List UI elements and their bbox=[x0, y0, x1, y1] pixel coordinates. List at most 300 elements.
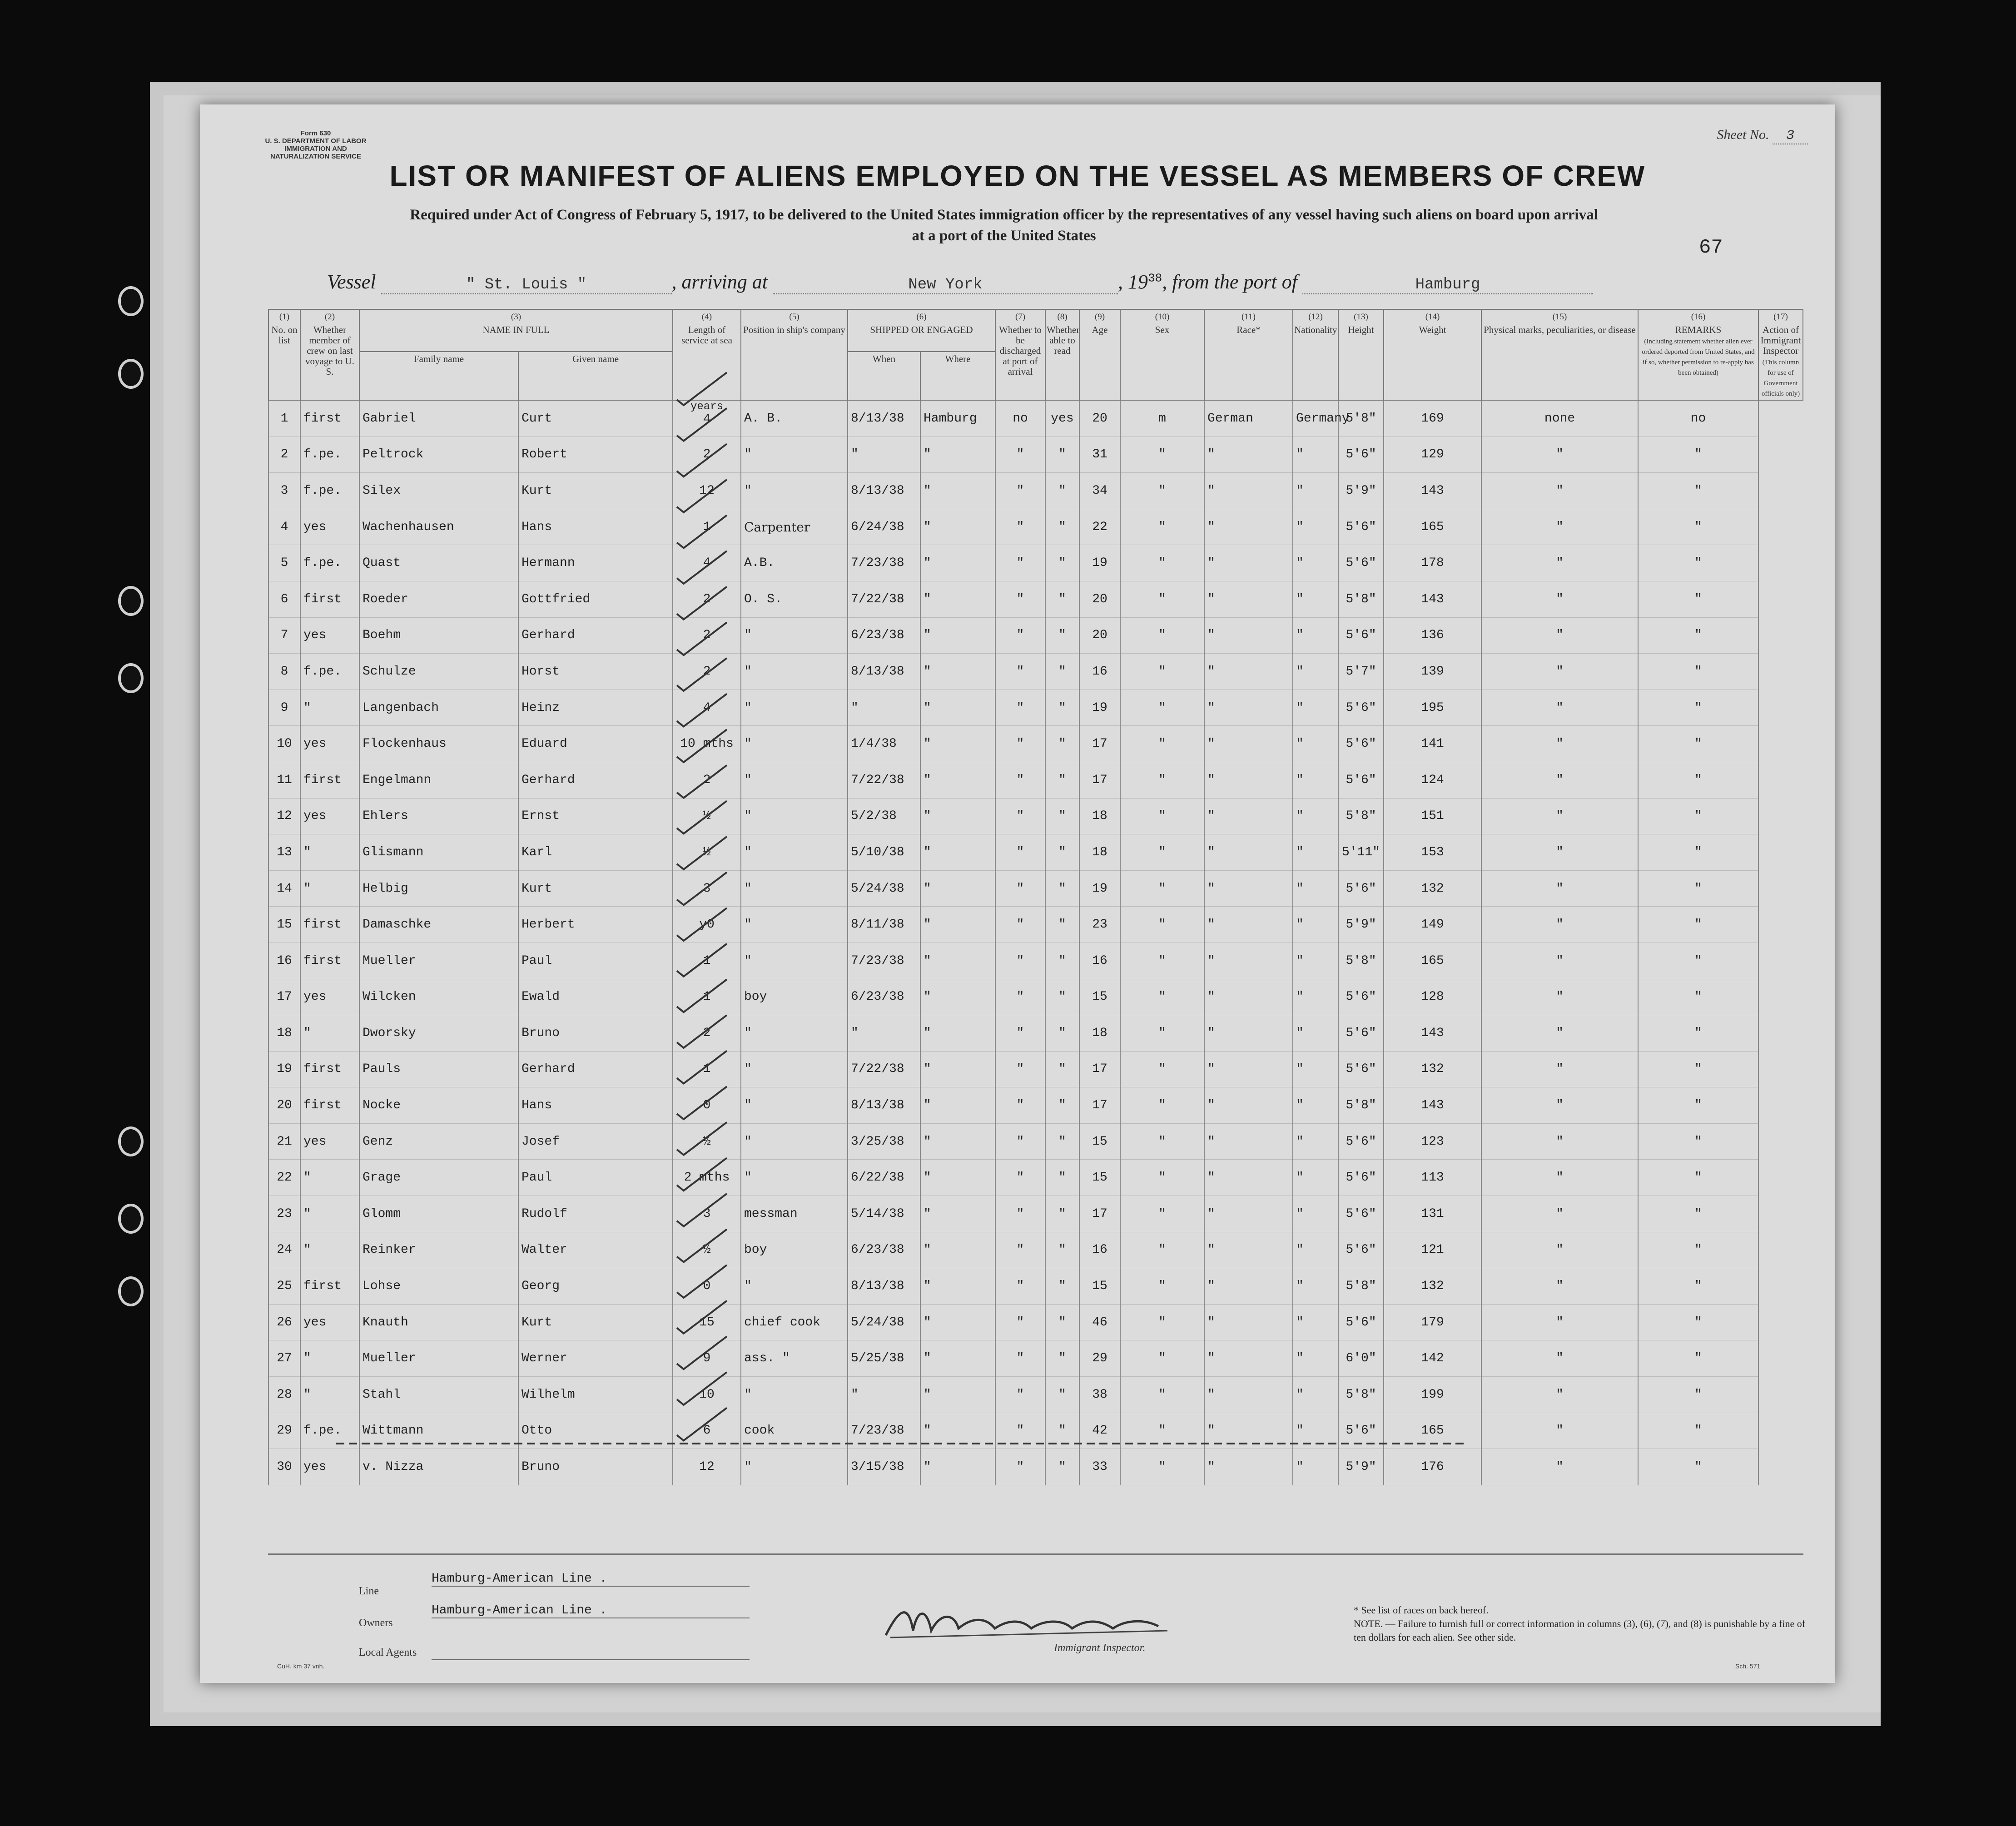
cell-age: 15 bbox=[1079, 1268, 1120, 1305]
cell-discharged: " bbox=[995, 654, 1045, 690]
cell-position: cook bbox=[741, 1413, 848, 1449]
cell-age: 17 bbox=[1079, 1051, 1120, 1087]
table-row bbox=[268, 545, 1803, 581]
cell-nationality: " bbox=[1293, 690, 1338, 726]
owners-value: Hamburg-American Line . bbox=[432, 1603, 750, 1618]
cell-position: " bbox=[741, 1160, 848, 1196]
cell-family: Langenbach bbox=[359, 690, 518, 726]
cell-marks: " bbox=[1481, 1196, 1638, 1232]
cell-family: Helbig bbox=[359, 870, 518, 907]
row-number: 17 bbox=[268, 979, 300, 1015]
cell-race: " bbox=[1204, 1196, 1293, 1232]
cell-race: " bbox=[1204, 654, 1293, 690]
cell-race: " bbox=[1204, 726, 1293, 762]
cell-marks: " bbox=[1481, 907, 1638, 943]
cell-remarks: " bbox=[1638, 617, 1758, 654]
cell-read: " bbox=[1045, 726, 1079, 762]
cell-remarks: " bbox=[1638, 1232, 1758, 1268]
inspector-signature bbox=[881, 1599, 1177, 1644]
cell-when: " bbox=[848, 437, 920, 473]
cell-read: " bbox=[1045, 834, 1079, 871]
cell-sex: " bbox=[1120, 437, 1204, 473]
cell-service: 2 bbox=[673, 654, 741, 690]
cell-prev: f.pe. bbox=[300, 1413, 359, 1449]
cell-nationality: " bbox=[1293, 581, 1338, 617]
cell-given: Kurt bbox=[518, 1304, 673, 1340]
cell-prev: f.pe. bbox=[300, 473, 359, 509]
cell-remarks: " bbox=[1638, 1087, 1758, 1124]
cell-remarks: " bbox=[1638, 509, 1758, 545]
cell-sex: " bbox=[1120, 834, 1204, 871]
row-number: 20 bbox=[268, 1087, 300, 1124]
cell-height: 5'6" bbox=[1338, 509, 1384, 545]
cell-given: Hans bbox=[518, 1087, 673, 1124]
cell-height: 5'6" bbox=[1338, 1160, 1384, 1196]
cell-given: Josef bbox=[518, 1123, 673, 1160]
cell-race: " bbox=[1204, 1232, 1293, 1268]
cell-sex: " bbox=[1120, 545, 1204, 581]
cell-race: " bbox=[1204, 1015, 1293, 1052]
cell-where: " bbox=[920, 1340, 995, 1377]
cell-marks: " bbox=[1481, 798, 1638, 834]
cell-race: " bbox=[1204, 1268, 1293, 1305]
cell-where: " bbox=[920, 1268, 995, 1305]
cell-height: 5'6" bbox=[1338, 870, 1384, 907]
header-position: (5) Position in ship's company bbox=[741, 309, 848, 400]
cell-service: 1 bbox=[673, 943, 741, 979]
cell-when: 5/14/38 bbox=[848, 1196, 920, 1232]
cell-race: " bbox=[1204, 1449, 1293, 1485]
cell-nationality: " bbox=[1293, 798, 1338, 834]
row-number: 26 bbox=[268, 1304, 300, 1340]
cell-prev: yes bbox=[300, 1123, 359, 1160]
cell-nationality: " bbox=[1293, 1304, 1338, 1340]
cell-weight: 165 bbox=[1384, 943, 1481, 979]
cell-given: Georg bbox=[518, 1268, 673, 1305]
row-number: 12 bbox=[268, 798, 300, 834]
cell-read: " bbox=[1045, 943, 1079, 979]
cell-discharged: " bbox=[995, 870, 1045, 907]
cell-discharged: " bbox=[995, 1232, 1045, 1268]
cell-when: 7/22/38 bbox=[848, 581, 920, 617]
cell-prev: " bbox=[300, 1160, 359, 1196]
row-number: 23 bbox=[268, 1196, 300, 1232]
cell-prev: first bbox=[300, 943, 359, 979]
table-row bbox=[268, 617, 1803, 654]
cell-read: " bbox=[1045, 545, 1079, 581]
cell-race: " bbox=[1204, 798, 1293, 834]
cell-service: 4 bbox=[673, 690, 741, 726]
cell-weight: 124 bbox=[1384, 762, 1481, 798]
cell-nationality: " bbox=[1293, 1087, 1338, 1124]
cell-sex: " bbox=[1120, 1304, 1204, 1340]
table-row bbox=[268, 400, 1803, 437]
cell-weight: 149 bbox=[1384, 907, 1481, 943]
cell-weight: 141 bbox=[1384, 726, 1481, 762]
table-row bbox=[268, 654, 1803, 690]
cell-height: 6'0" bbox=[1338, 1340, 1384, 1377]
cell-family: Stahl bbox=[359, 1377, 518, 1413]
cell-discharged: " bbox=[995, 437, 1045, 473]
row-number: 6 bbox=[268, 581, 300, 617]
cell-remarks: " bbox=[1638, 726, 1758, 762]
cell-race: " bbox=[1204, 762, 1293, 798]
cell-marks: " bbox=[1481, 437, 1638, 473]
table-row bbox=[268, 943, 1803, 979]
cell-sex: " bbox=[1120, 726, 1204, 762]
cell-service: 2 bbox=[673, 437, 741, 473]
cell-weight: 123 bbox=[1384, 1123, 1481, 1160]
cell-when: 5/2/38 bbox=[848, 798, 920, 834]
cell-service: 2 bbox=[673, 581, 741, 617]
table-row bbox=[268, 1268, 1803, 1305]
cell-read: " bbox=[1045, 690, 1079, 726]
cell-read: " bbox=[1045, 798, 1079, 834]
cell-where: " bbox=[920, 762, 995, 798]
cell-nationality: Germany bbox=[1293, 400, 1338, 437]
cell-nationality: " bbox=[1293, 870, 1338, 907]
cell-sex: " bbox=[1120, 1377, 1204, 1413]
cell-given: Ernst bbox=[518, 798, 673, 834]
cell-family: Reinker bbox=[359, 1232, 518, 1268]
service-name: IMMIGRATION AND NATURALIZATION SERVICE bbox=[270, 145, 361, 160]
cell-read: " bbox=[1045, 654, 1079, 690]
cell-where: " bbox=[920, 979, 995, 1015]
cell-height: 5'8" bbox=[1338, 1087, 1384, 1124]
cell-position: " bbox=[741, 690, 848, 726]
cell-where: " bbox=[920, 473, 995, 509]
cell-service: y0 bbox=[673, 907, 741, 943]
cell-where: " bbox=[920, 870, 995, 907]
table-row bbox=[268, 581, 1803, 617]
header-no: (1) No. on list bbox=[268, 309, 300, 400]
header-remarks: (16) REMARKS (Including statement whether alien ever ordered deported from United States, and if so, whether permission to re-apply has been obtained) bbox=[1638, 309, 1758, 400]
cell-when: 6/23/38 bbox=[848, 617, 920, 654]
cell-given: Paul bbox=[518, 1160, 673, 1196]
header-name: (3) NAME IN FULL bbox=[359, 309, 673, 352]
table-row bbox=[268, 690, 1803, 726]
cell-height: 5'6" bbox=[1338, 979, 1384, 1015]
cell-given: Horst bbox=[518, 654, 673, 690]
cell-weight: 143 bbox=[1384, 1087, 1481, 1124]
cell-discharged: " bbox=[995, 1268, 1045, 1305]
cell-height: 5'6" bbox=[1338, 762, 1384, 798]
sheet-number: Sheet No. 3 bbox=[1717, 127, 1808, 144]
cell-service bbox=[673, 400, 741, 437]
cell-where: " bbox=[920, 437, 995, 473]
cell-sex: " bbox=[1120, 473, 1204, 509]
cell-marks: " bbox=[1481, 1087, 1638, 1124]
cell-weight: 139 bbox=[1384, 654, 1481, 690]
cell-age: 15 bbox=[1079, 1123, 1120, 1160]
cell-age: 18 bbox=[1079, 798, 1120, 834]
cell-height: 5'6" bbox=[1338, 1015, 1384, 1052]
cell-where: " bbox=[920, 907, 995, 943]
cell-service: 10 bbox=[673, 1377, 741, 1413]
cell-discharged: " bbox=[995, 1160, 1045, 1196]
cell-nationality: " bbox=[1293, 1340, 1338, 1377]
cell-read: " bbox=[1045, 509, 1079, 545]
cell-position: " bbox=[741, 907, 848, 943]
cell-race: " bbox=[1204, 545, 1293, 581]
cell-read: " bbox=[1045, 1377, 1079, 1413]
row-number: 4 bbox=[268, 509, 300, 545]
cell-remarks: " bbox=[1638, 1413, 1758, 1449]
cell-where: " bbox=[920, 1196, 995, 1232]
cell-weight: 128 bbox=[1384, 979, 1481, 1015]
table-row bbox=[268, 1160, 1803, 1196]
cell-nationality: " bbox=[1293, 1268, 1338, 1305]
page-number: 67 bbox=[1699, 236, 1723, 259]
cell-weight: 143 bbox=[1384, 1015, 1481, 1052]
cell-race: " bbox=[1204, 1377, 1293, 1413]
inspector-label: Immigrant Inspector. bbox=[1054, 1642, 1146, 1654]
punch-hole bbox=[118, 1204, 144, 1234]
line-value: Hamburg-American Line . bbox=[432, 1572, 750, 1587]
cell-nationality: " bbox=[1293, 1123, 1338, 1160]
cell-position: chief cook bbox=[741, 1304, 848, 1340]
cell-family: Glismann bbox=[359, 834, 518, 871]
table-row bbox=[268, 473, 1803, 509]
cell-service: 0 bbox=[673, 1268, 741, 1305]
cell-remarks: " bbox=[1638, 1196, 1758, 1232]
cell-read: " bbox=[1045, 979, 1079, 1015]
cell-marks: " bbox=[1481, 1160, 1638, 1196]
cell-given: Werner bbox=[518, 1340, 673, 1377]
cell-marks: " bbox=[1481, 1377, 1638, 1413]
header-height: (13) Height bbox=[1338, 309, 1384, 400]
cell-age: 15 bbox=[1079, 979, 1120, 1015]
cell-family: Knauth bbox=[359, 1304, 518, 1340]
cell-marks: " bbox=[1481, 1304, 1638, 1340]
cell-nationality: " bbox=[1293, 943, 1338, 979]
cell-discharged: " bbox=[995, 1196, 1045, 1232]
cell-family: Gabriel bbox=[359, 400, 518, 437]
cell-service: 1 bbox=[673, 509, 741, 545]
cell-age: 22 bbox=[1079, 509, 1120, 545]
cell-position: " bbox=[741, 1268, 848, 1305]
header-family-name: Family name bbox=[359, 352, 518, 400]
cell-read: " bbox=[1045, 473, 1079, 509]
cell-marks: " bbox=[1481, 943, 1638, 979]
cell-given: Curt bbox=[518, 400, 673, 437]
cell-age: 19 bbox=[1079, 870, 1120, 907]
cell-when: " bbox=[848, 690, 920, 726]
cell-position: " bbox=[741, 1377, 848, 1413]
cell-remarks: " bbox=[1638, 1449, 1758, 1485]
header-race: (11) Race* bbox=[1204, 309, 1293, 400]
vessel-name: " St. Louis " bbox=[381, 276, 672, 294]
cell-marks: " bbox=[1481, 1340, 1638, 1377]
cell-position: " bbox=[741, 834, 848, 871]
cell-height: 5'6" bbox=[1338, 1051, 1384, 1087]
cell-discharged: " bbox=[995, 798, 1045, 834]
cell-when: 7/22/38 bbox=[848, 1051, 920, 1087]
cell-family: Quast bbox=[359, 545, 518, 581]
cell-prev: " bbox=[300, 870, 359, 907]
cell-discharged: " bbox=[995, 979, 1045, 1015]
cell-nationality: " bbox=[1293, 473, 1338, 509]
crew-rows bbox=[268, 400, 1803, 1485]
cell-read: " bbox=[1045, 1160, 1079, 1196]
cell-given: Kurt bbox=[518, 473, 673, 509]
cell-race: " bbox=[1204, 473, 1293, 509]
cell-sex: " bbox=[1120, 617, 1204, 654]
years-label: years bbox=[690, 400, 723, 413]
cell-sex: " bbox=[1120, 870, 1204, 907]
cell-read: " bbox=[1045, 907, 1079, 943]
header-nationality: (12) Nationality bbox=[1293, 309, 1338, 400]
cell-race: " bbox=[1204, 1340, 1293, 1377]
cell-position: " bbox=[741, 473, 848, 509]
cell-position: " bbox=[741, 726, 848, 762]
cell-position: " bbox=[741, 1051, 848, 1087]
header-age: (9) Age bbox=[1079, 309, 1120, 400]
cell-service: 0 bbox=[673, 1087, 741, 1124]
cell-given: Gerhard bbox=[518, 1051, 673, 1087]
control-code-left: CuH. km 37 vnh. bbox=[277, 1662, 325, 1670]
header-when: When bbox=[848, 352, 920, 400]
cell-sex: " bbox=[1120, 654, 1204, 690]
cell-discharged: " bbox=[995, 1304, 1045, 1340]
header-inspector: (17) Action of Immigrant Inspector (This column for use of Government officials only) bbox=[1758, 309, 1803, 400]
cell-sex: " bbox=[1120, 1413, 1204, 1449]
cell-nationality: " bbox=[1293, 1051, 1338, 1087]
cell-sex: " bbox=[1120, 1196, 1204, 1232]
departure-port: Hamburg bbox=[1302, 276, 1593, 294]
cell-where: " bbox=[920, 1304, 995, 1340]
cell-prev: yes bbox=[300, 1304, 359, 1340]
cell-height: 5'6" bbox=[1338, 690, 1384, 726]
cell-weight: 143 bbox=[1384, 473, 1481, 509]
cell-sex: " bbox=[1120, 1087, 1204, 1124]
cell-marks: " bbox=[1481, 762, 1638, 798]
cell-given: Wilhelm bbox=[518, 1377, 673, 1413]
cell-prev: f.pe. bbox=[300, 654, 359, 690]
header-shipped: (6) SHIPPED OR ENGAGED bbox=[848, 309, 995, 352]
cell-weight: 132 bbox=[1384, 1268, 1481, 1305]
cell-service: 2 bbox=[673, 617, 741, 654]
cell-remarks: " bbox=[1638, 437, 1758, 473]
cell-discharged: " bbox=[995, 1413, 1045, 1449]
cell-marks: " bbox=[1481, 1015, 1638, 1052]
cell-prev: first bbox=[300, 762, 359, 798]
cell-remarks: " bbox=[1638, 1268, 1758, 1305]
cell-remarks: " bbox=[1638, 762, 1758, 798]
cell-prev: " bbox=[300, 1196, 359, 1232]
row-number: 1 bbox=[268, 400, 300, 437]
cell-marks: " bbox=[1481, 654, 1638, 690]
cell-age: 18 bbox=[1079, 834, 1120, 871]
cell-discharged: " bbox=[995, 581, 1045, 617]
cell-height: 5'6" bbox=[1338, 1123, 1384, 1160]
cell-nationality: " bbox=[1293, 762, 1338, 798]
cell-family: Genz bbox=[359, 1123, 518, 1160]
cell-race: " bbox=[1204, 943, 1293, 979]
cell-marks: " bbox=[1481, 870, 1638, 907]
cell-age: 20 bbox=[1079, 617, 1120, 654]
cell-race: German bbox=[1204, 400, 1293, 437]
cell-sex: " bbox=[1120, 1340, 1204, 1377]
punch-hole bbox=[118, 359, 144, 389]
cell-service: ½ bbox=[673, 798, 741, 834]
cell-weight: 142 bbox=[1384, 1340, 1481, 1377]
table-row bbox=[268, 726, 1803, 762]
cell-remarks: " bbox=[1638, 581, 1758, 617]
cell-position: " bbox=[741, 654, 848, 690]
cell-family: Lohse bbox=[359, 1268, 518, 1305]
cell-age: 17 bbox=[1079, 726, 1120, 762]
row-number: 28 bbox=[268, 1377, 300, 1413]
cell-given: Paul bbox=[518, 943, 673, 979]
cell-family: Dworsky bbox=[359, 1015, 518, 1052]
cell-given: Otto bbox=[518, 1413, 673, 1449]
header-sex: (10) Sex bbox=[1120, 309, 1204, 400]
cell-when: 5/10/38 bbox=[848, 834, 920, 871]
row-number: 22 bbox=[268, 1160, 300, 1196]
cell-age: 18 bbox=[1079, 1015, 1120, 1052]
cell-weight: 179 bbox=[1384, 1304, 1481, 1340]
cell-height: 5'6" bbox=[1338, 437, 1384, 473]
cell-family: Pauls bbox=[359, 1051, 518, 1087]
cell-service: 1 bbox=[673, 1051, 741, 1087]
cell-age: 16 bbox=[1079, 943, 1120, 979]
cell-when: 7/23/38 bbox=[848, 943, 920, 979]
cell-given: Gottfried bbox=[518, 581, 673, 617]
cell-position: " bbox=[741, 798, 848, 834]
cell-marks: " bbox=[1481, 617, 1638, 654]
cell-prev: yes bbox=[300, 509, 359, 545]
cell-when: 7/23/38 bbox=[848, 1413, 920, 1449]
cell-marks: " bbox=[1481, 1413, 1638, 1449]
cell-age: 15 bbox=[1079, 1160, 1120, 1196]
cell-read: " bbox=[1045, 870, 1079, 907]
form-number: Form 630 bbox=[300, 129, 331, 137]
cell-where: " bbox=[920, 654, 995, 690]
table-row bbox=[268, 834, 1803, 871]
cell-sex: " bbox=[1120, 690, 1204, 726]
cell-weight: 165 bbox=[1384, 509, 1481, 545]
table-row bbox=[268, 437, 1803, 473]
cell-height: 5'8" bbox=[1338, 1377, 1384, 1413]
cell-sex: " bbox=[1120, 1268, 1204, 1305]
cell-prev: " bbox=[300, 1232, 359, 1268]
cell-nationality: " bbox=[1293, 1232, 1338, 1268]
cell-when: 8/13/38 bbox=[848, 1087, 920, 1124]
cell-position: " bbox=[741, 437, 848, 473]
cell-service: 12 bbox=[673, 473, 741, 509]
punch-hole bbox=[118, 586, 144, 616]
cell-height: 5'6" bbox=[1338, 545, 1384, 581]
cell-sex: " bbox=[1120, 1123, 1204, 1160]
cell-nationality: " bbox=[1293, 617, 1338, 654]
cell-nationality: " bbox=[1293, 979, 1338, 1015]
cell-race: " bbox=[1204, 617, 1293, 654]
row-number: 14 bbox=[268, 870, 300, 907]
cell-race: " bbox=[1204, 1413, 1293, 1449]
cell-where: " bbox=[920, 545, 995, 581]
cell-height: 5'6" bbox=[1338, 726, 1384, 762]
cell-nationality: " bbox=[1293, 907, 1338, 943]
cell-nationality: " bbox=[1293, 1449, 1338, 1485]
cell-when: 8/13/38 bbox=[848, 400, 920, 437]
cell-height: 5'9" bbox=[1338, 473, 1384, 509]
cell-nationality: " bbox=[1293, 1015, 1338, 1052]
cell-marks: " bbox=[1481, 834, 1638, 871]
punch-hole bbox=[118, 1126, 144, 1156]
cell-read: " bbox=[1045, 1051, 1079, 1087]
cell-service: ½ bbox=[673, 834, 741, 871]
